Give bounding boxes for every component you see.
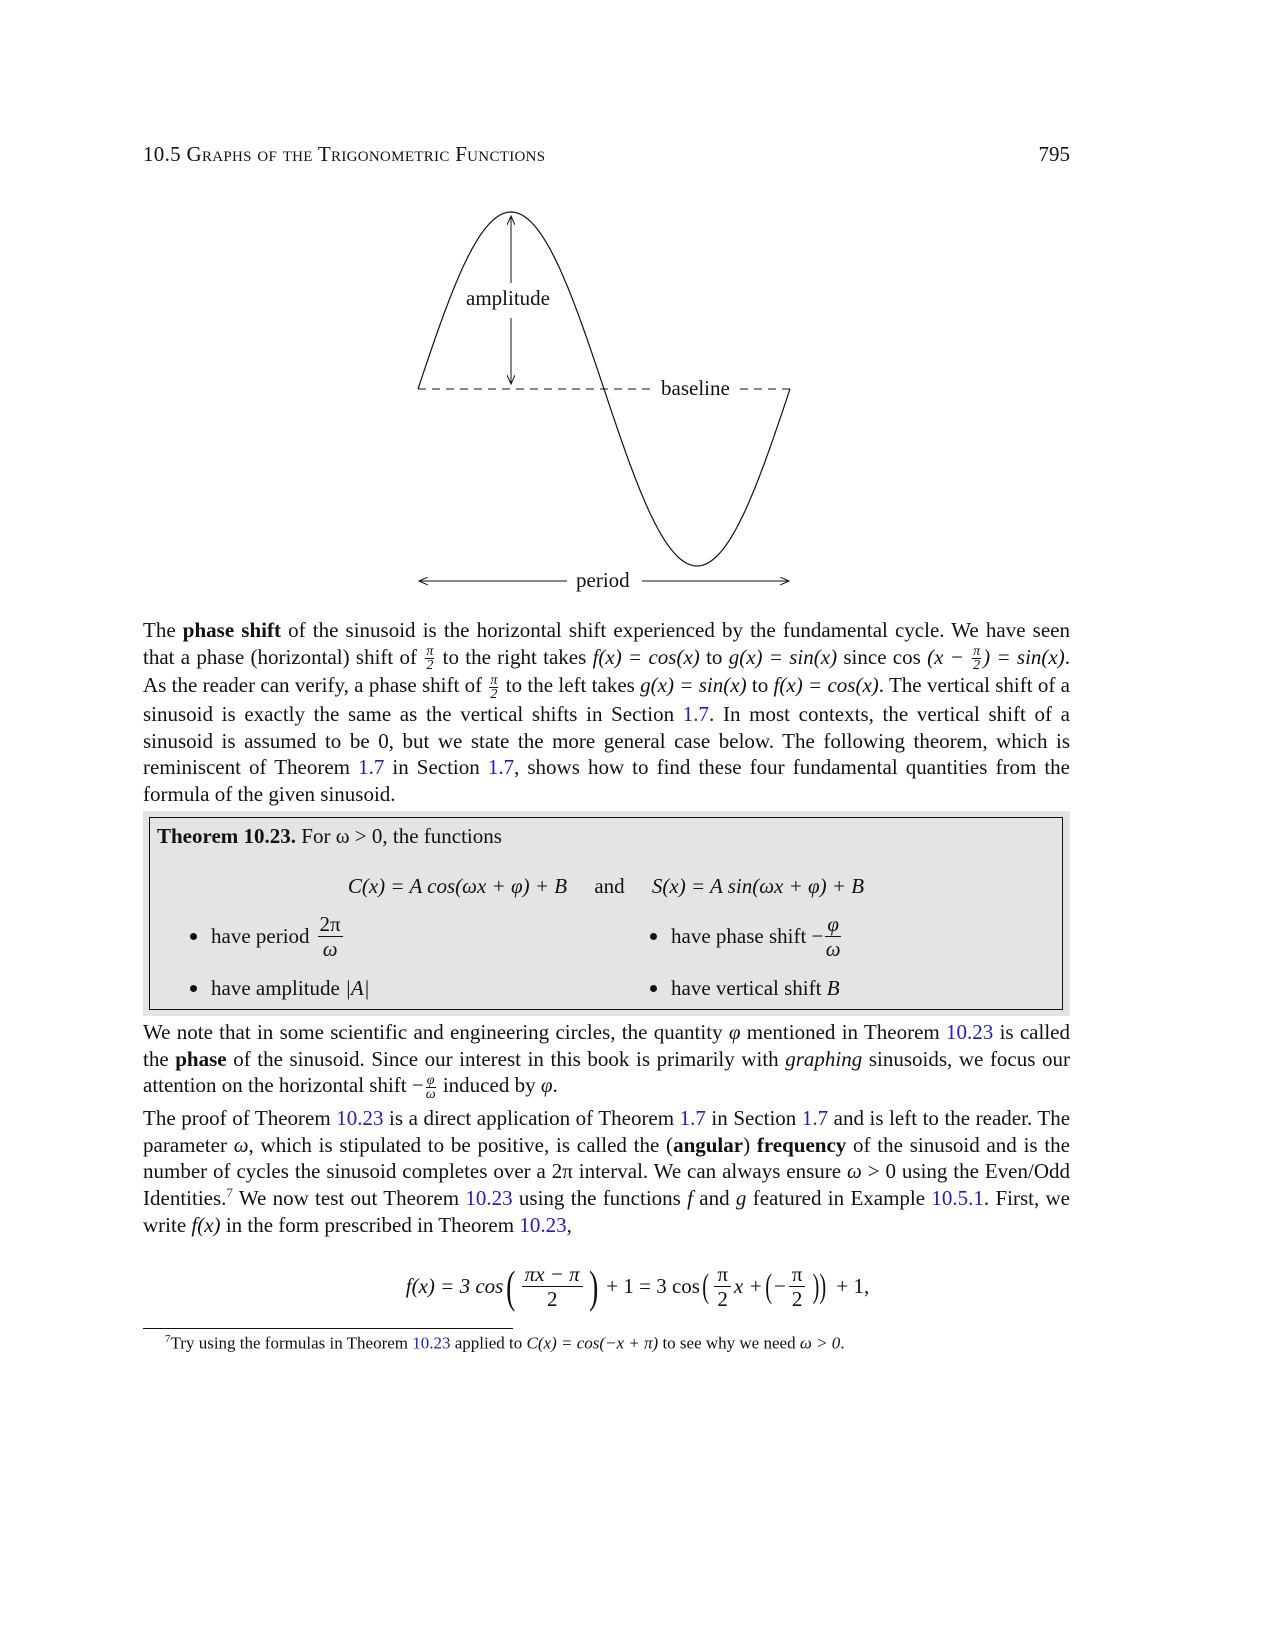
bullet-label: have amplitude (211, 976, 340, 1000)
text-run: induced by (437, 1073, 541, 1098)
bullet-icon (190, 985, 197, 992)
math-expression: φ (540, 1073, 553, 1098)
fraction-numerator: φ (426, 1073, 435, 1089)
text-run: , which is stipulated to be positive, is called the ( (248, 1132, 674, 1157)
bold-term: angular (673, 1132, 744, 1157)
bullet-phase-shift (650, 912, 841, 961)
cross-reference-link[interactable]: 10.23 (519, 1212, 567, 1237)
display-equation: f(x) = 3 cos ( $\frac{\pi x - \pi}{2}$ ) + 1 = 3 cos ( $\frac{\pi}{2}$ x + ( − $\frac{\pi}{2}$ )) + 1, (405, 1260, 870, 1312)
bullet-icon (650, 933, 657, 940)
text-run: We now test out Theorem (232, 1186, 466, 1211)
bullet-icon (190, 933, 197, 940)
bold-term: phase (175, 1046, 227, 1071)
fraction-denominator: 2 (717, 1287, 728, 1311)
formula-and: and (594, 874, 625, 898)
inline-fraction (489, 674, 498, 701)
fraction-denominator: 2 (426, 658, 434, 674)
text-run: in the form prescribed in Theorem (220, 1212, 520, 1237)
minus-sign: − (811, 924, 824, 948)
math-expression: (x − (927, 644, 971, 669)
math-expression: ω (233, 1132, 249, 1157)
paragraph-phase-shift (143, 617, 1070, 808)
cross-reference-link[interactable]: 10.23 (465, 1186, 513, 1211)
fraction-numerator: π (973, 644, 981, 660)
cross-reference-link[interactable]: 10.5.1 (931, 1186, 984, 1211)
cross-reference-link[interactable]: 1.7 (682, 702, 710, 727)
bullet-label: have period (211, 924, 310, 948)
baseline-label: baseline (658, 376, 733, 401)
bullet-period (190, 912, 343, 961)
math-expression: ) = sin(x) (983, 644, 1065, 669)
fraction-numerator: πx − π (522, 1262, 583, 1287)
text-run: . (552, 1073, 558, 1098)
math-expression: f (687, 1186, 693, 1211)
cross-reference-link[interactable]: 10.23 (336, 1106, 384, 1130)
text-run: to the left takes (500, 673, 641, 698)
text-run: mentioned in Theorem (740, 1020, 947, 1044)
text-run: The (143, 618, 183, 642)
math-expression: g(x) = sin(x) (728, 644, 838, 669)
math-expression: g(x) = sin(x) (640, 673, 747, 698)
text-run: to the right takes (436, 644, 593, 669)
text-run: . In most contexts, the vertical shift of a sinusoid is assumed to be 0, but we state the more general case below. The following theorem, which is reminiscent of Theorem (143, 702, 1070, 780)
fraction-numerator: 2π (319, 912, 341, 936)
bullet-vertical-shift (650, 976, 840, 1001)
bold-term: frequency (756, 1132, 847, 1157)
cross-reference-link[interactable]: 1.7 (679, 1106, 706, 1130)
math-expression: f(x) (191, 1212, 221, 1237)
fraction-denominator: 2 (546, 1287, 558, 1311)
fraction-denominator: ω (425, 1087, 436, 1103)
section-title: 10.5 Graphs of the Trigonometric Functions (143, 142, 546, 166)
formula-cosine: C(x) = A cos(ωx + φ) + B (347, 874, 568, 898)
math-expression: g (735, 1186, 747, 1211)
theorem-title: Theorem 10.23. (157, 824, 297, 848)
page-number: 795 (1038, 142, 1070, 166)
text-run: of the sinusoid is the horizontal shift experienced by the fundamental cycle. We have seen that a phase (horizontal) shift of (143, 618, 1070, 669)
cross-reference-link[interactable]: 10.23 (946, 1020, 994, 1044)
footnote-text (171, 1334, 845, 1353)
math-expression: C(x) = cos(−x + π) (526, 1333, 659, 1353)
cross-reference-link[interactable]: 1.7 (487, 755, 515, 780)
theorem-box (143, 811, 1070, 1016)
cross-reference-link[interactable]: 1.7 (801, 1106, 829, 1130)
fraction-numerator: φ (827, 912, 840, 936)
cross-reference-link[interactable]: 10.23 (412, 1333, 451, 1353)
text-run: sinusoids, we focus our attention on the horizontal shift − (143, 1046, 1071, 1098)
bold-term: phase shift (182, 618, 281, 642)
paragraph-proof (143, 1105, 1070, 1239)
fraction-denominator: ω (322, 937, 338, 961)
footnote-ref-link[interactable]: 7 (226, 1185, 233, 1201)
text-run: to (746, 673, 774, 698)
math-expression: φ (728, 1020, 741, 1044)
cross-reference-link[interactable]: 1.7 (358, 755, 385, 780)
fraction-denominator: 2 (973, 658, 981, 674)
paragraph-phase (143, 1019, 1070, 1101)
eq-end: + 1, (836, 1274, 870, 1298)
eq-lhs: f(x) = 3 cos (405, 1274, 504, 1298)
text-run: applied to (450, 1333, 527, 1353)
math-expression: ω (847, 1159, 862, 1184)
text-run: ) (743, 1132, 757, 1157)
bullet-label: have vertical shift (671, 976, 822, 1000)
fraction-denominator: 2 (490, 687, 498, 703)
sinusoid-figure (0, 0, 1275, 620)
eq-middle: + 1 = 3 cos (606, 1274, 700, 1298)
fraction-numerator: π (789, 1262, 806, 1287)
text-run: is called the (143, 1020, 1070, 1071)
fraction-numerator: π (714, 1262, 731, 1287)
theorem-intro: For ω > 0, the functions (301, 824, 502, 848)
footnote-rule (143, 1328, 513, 1329)
text-run: and is left to the reader. The parameter (143, 1106, 1071, 1157)
math-expression: f(x) = cos(x) (773, 673, 879, 698)
theorem-formulas (150, 874, 1062, 899)
text-run: since cos (837, 644, 928, 669)
text-run: . (840, 1333, 845, 1353)
text-run: to see why we need (658, 1333, 800, 1353)
fraction-denominator: 2 (791, 1287, 803, 1311)
text-run: Try using the formulas in Theorem (170, 1333, 413, 1353)
inline-fraction (972, 645, 981, 672)
text-run: . The vertical shift of a sinusoid is exactly the same as the vertical shifts in Section (143, 673, 1070, 727)
period-label: period (573, 568, 633, 593)
math-expression: ω > 0 (799, 1333, 841, 1353)
amplitude-label: amplitude (463, 286, 553, 311)
formula-sine: S(x) = A sin(ωx + φ) + B (651, 874, 865, 898)
inline-fraction (426, 1074, 436, 1101)
bullet-icon (650, 985, 657, 992)
text-run: using the functions (512, 1186, 688, 1211)
footnote (165, 1333, 845, 1354)
text-run: featured in Example (746, 1186, 932, 1211)
bullet-value: B (826, 976, 840, 1000)
text-run: > 0 using the Even/Odd Identities. (143, 1159, 1071, 1211)
text-run: of the sinusoid. Since our interest in this book is primarily with (226, 1046, 786, 1071)
text-run: , shows how to find these four fundamental quantities from the formula of the given sinusoid. (143, 755, 1070, 807)
text-run: in Section (384, 755, 488, 780)
bullet-label: have phase shift (671, 924, 807, 948)
fraction-numerator: π (426, 644, 434, 660)
text-run: is a direct application of Theorem (383, 1106, 680, 1130)
footnote-mark: 7 (165, 1333, 171, 1345)
fraction-denominator: ω (825, 937, 841, 961)
text-run: in Section (705, 1106, 802, 1130)
text-run: and (693, 1186, 736, 1211)
math-expression: f(x) = cos(x) (592, 644, 700, 669)
text-run: We note that in some scientific and engineering circles, the quantity (143, 1020, 729, 1044)
bullet-amplitude (190, 976, 370, 1001)
minus-sign: − (774, 1274, 786, 1298)
bullet-value: |A| (345, 976, 370, 1000)
text-run: to (699, 644, 729, 669)
text-run: of the sinusoid and is the number of cycles the sinusoid completes over a 2π interval. We can always ensure (143, 1132, 1070, 1184)
text-run: The proof of Theorem (143, 1106, 337, 1130)
text-run: . First, we write (143, 1186, 1070, 1237)
text-run: , (566, 1212, 572, 1237)
emphasis: graphing (785, 1046, 863, 1071)
text-run: . As the reader can verify, a phase shift of (143, 644, 1070, 698)
inline-fraction (425, 645, 434, 672)
fraction-numerator: π (490, 673, 498, 689)
eq-x-plus: x + (733, 1274, 763, 1298)
